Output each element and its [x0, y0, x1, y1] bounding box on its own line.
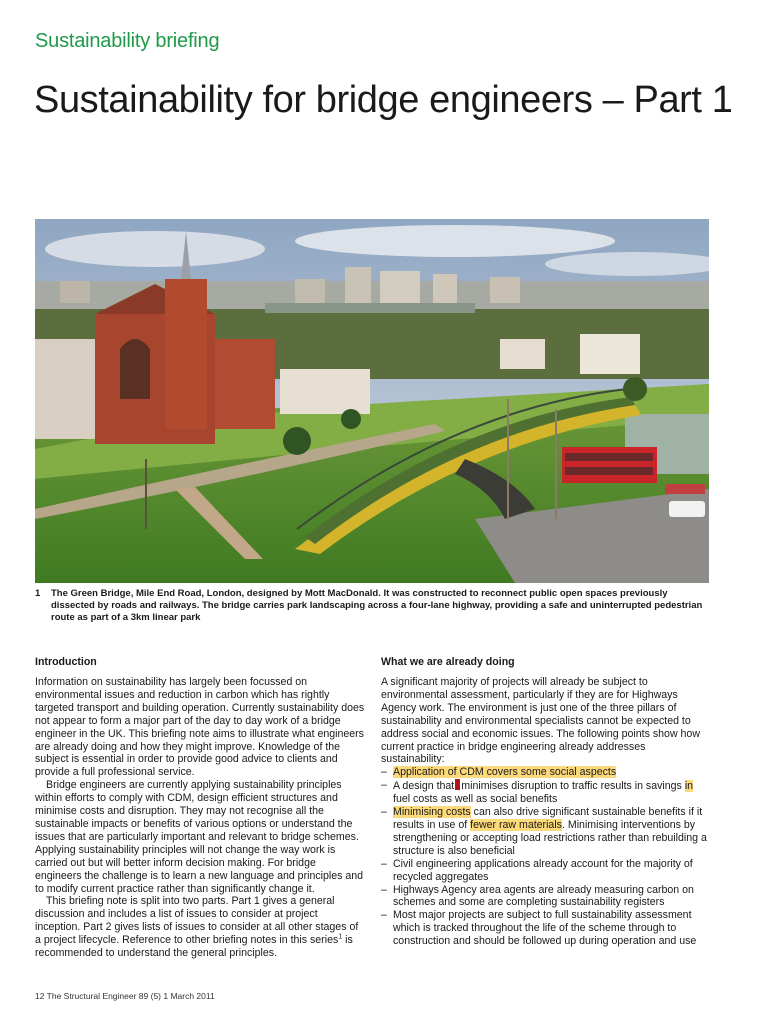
already-doing-heading: What we are already doing — [381, 656, 515, 668]
introduction-paragraph-1: Information on sustainability has largely been focussed on environmental issues and reduction in carbon which has rightly targeted transport and building operation. Currently sustainability does not appear to form a major part of the day to day work of a bridge engineer in the UK. This briefing note aims to illustrate what engineers are already doing and how they might improve. Knowledge of the subject is essential in order to provide good advice to clients and provide a full professional service. — [35, 676, 365, 779]
list-item — [381, 806, 709, 858]
list-item-text: Highways Agency area agents are already measuring carbon on schemes and some are completing sustainability registers — [393, 883, 694, 909]
introduction-heading: Introduction — [35, 656, 97, 668]
introduction-paragraph-3-text: This briefing note is split into two parts. Part 1 gives a general discussion and includes a list of issues to consider at project inception. Part 2 gives lists of issues to consider at all other stages of a project lifecycle. Reference to other briefing notes in this series — [35, 895, 359, 947]
introduction-paragraph-2: Bridge engineers are currently applying sustainability principles within efforts to comply with CDM, design efficient structures and minimise costs and disruption. They may not recognise all the sustainable impacts or benefits of various options or understand the issues that are particularly important and relevant to bridge schemes. Applying sustainability principles will not change the way work is carried out but will better inform decision making. For bridge engineers the challenge is to learn a new language and principles and to modify current practice rather than significantly change it. — [35, 779, 364, 895]
already-doing-column — [381, 656, 709, 948]
figure-caption — [35, 588, 711, 624]
list-dash: – — [381, 883, 387, 896]
figure-caption-text: The Green Bridge, Mile End Road, London, designed by Mott MacDonald. It was constructed to reconnect public open spaces previously dissected by roads and railways. The bridge carries park landscaping across a four-lane highway, providing a safe and uninterrupted pedestrian route as part of a 3km linear park — [51, 588, 703, 623]
list-dash: – — [381, 857, 387, 870]
list-item-text: can also drive significant sustainable benefits if it results in use of — [393, 806, 703, 831]
page-footer: 12 The Structural Engineer 89 (5) 1 March 2011 — [35, 991, 215, 1001]
list-item — [381, 909, 709, 948]
list-dash: – — [381, 909, 387, 922]
reference-superscript: 1 — [338, 933, 343, 941]
list-item — [381, 779, 709, 806]
introduction-paragraph-3 — [35, 895, 365, 960]
list-item-text: A design that — [393, 780, 455, 793]
already-doing-paragraph: A significant majority of projects will already be subject to environmental assessment, particularly if they are for Highways Agency work. The environment is just one of the three pillars of sustainability and environmental specialists cannot be expected to address social and economic issues. The following points show how current practice in bridge engineering already addresses sustainability: — [381, 676, 700, 766]
list-item-text: Most major projects are subject to full sustainability assessment which is tracked throughout the life of the scheme through to construction and should be followed up during operation and use — [393, 909, 697, 948]
highlighted-text: Application of CDM covers some social aspects — [393, 766, 617, 779]
introduction-paragraph-3-end: is recommended to understand the general principles. — [35, 934, 353, 960]
highlighted-text: in — [684, 780, 694, 793]
list-item-text: Civil engineering applications already account for the majority of recycled aggregates — [393, 857, 693, 883]
practice-list — [381, 766, 709, 948]
highlighted-text: Minimising costs — [393, 806, 471, 819]
highlighted-text: fewer raw materials — [470, 818, 562, 831]
list-dash: – — [381, 779, 387, 792]
list-item-text: . Minimising interventions by strengthening or accepting load restrictions rather than rebuilding a structure is also beneficial — [393, 818, 707, 857]
list-item — [381, 858, 709, 884]
list-item-text: minimises disruption to traffic results in savings — [461, 780, 685, 793]
introduction-column — [35, 656, 365, 960]
series-label: Sustainability briefing — [35, 30, 220, 52]
article-title: Sustainability for bridge engineers – Part 1 — [34, 79, 733, 121]
list-item — [381, 766, 709, 779]
list-dash: – — [381, 806, 387, 819]
list-item — [381, 884, 709, 910]
figure-number: 1 — [35, 588, 41, 599]
bridge-photo — [35, 219, 709, 583]
list-dash: – — [381, 766, 387, 779]
list-item-text: fuel costs as well as social benefits — [393, 793, 558, 806]
annotation-marker — [455, 779, 460, 790]
